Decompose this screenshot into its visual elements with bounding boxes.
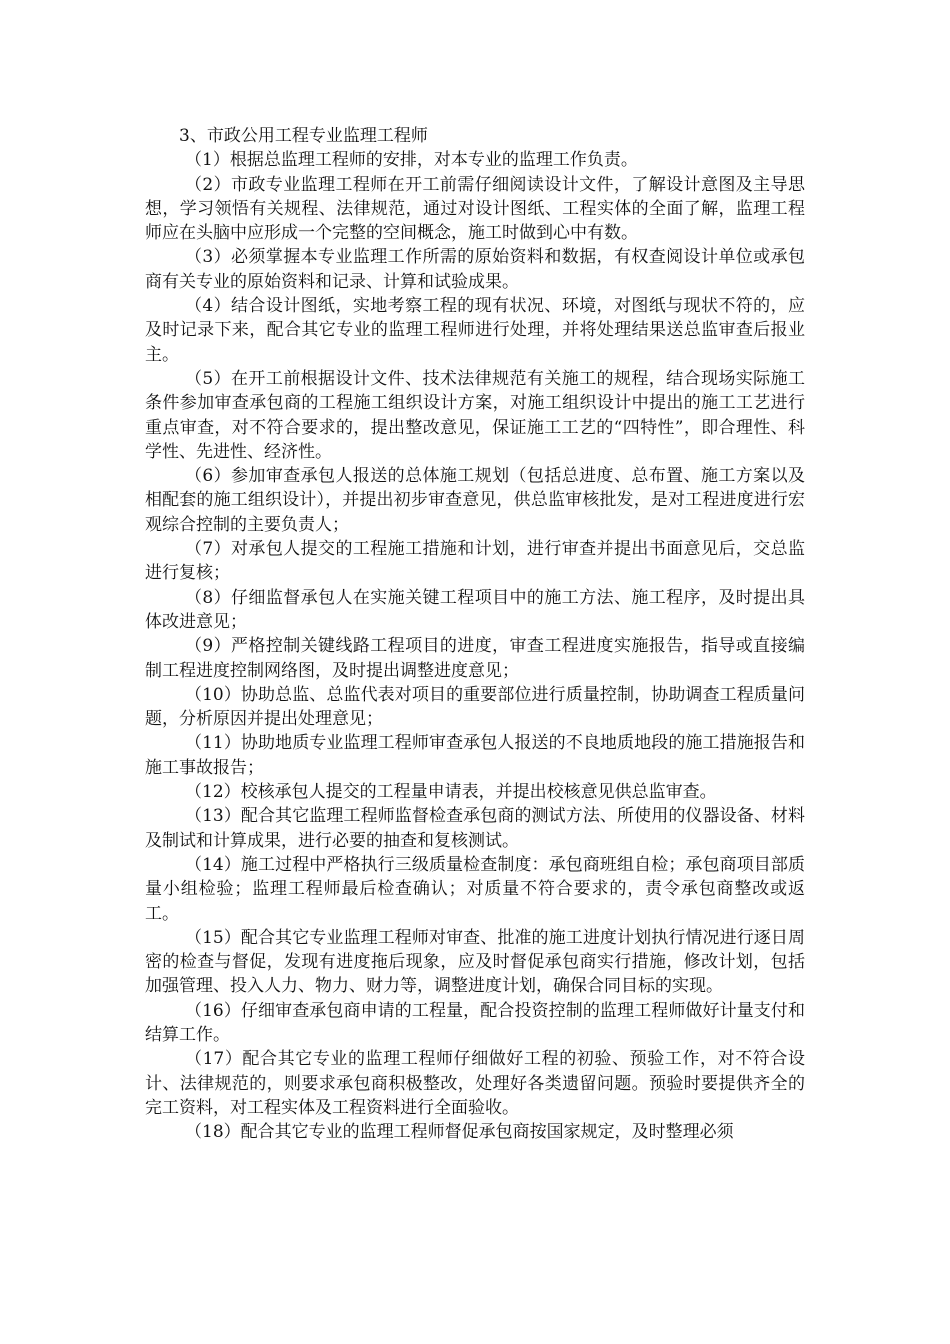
paragraph-7: （7）对承包人提交的工程施工措施和计划，进行审查并提出书面意见后，交总监进行复核； <box>145 539 805 584</box>
paragraph-11: （11）协助地质专业监理工程师审查承包人报送的不良地质地段的施工措施报告和施工事故报告； <box>145 733 805 778</box>
paragraph-13: （13）配合其它监理工程师监督检查承包商的测试方法、所使用的仪器设备、材料及制试和计算成果，进行必要的抽查和复核测试。 <box>145 806 805 851</box>
paragraph-16: （16）仔细审查承包商申请的工程量，配合投资控制的监理工程师做好计量支付和结算工作。 <box>145 1000 805 1045</box>
paragraph-10: （10）协助总监、总监代表对项目的重要部位进行质量控制，协助调查工程质量问题，分析原因并提出处理意见； <box>145 684 805 730</box>
paragraph-3: （3）必须掌握本专业监理工作所需的原始资料和数据，有权查阅设计单位或承包商有关专业的原始资料和记录、计算和试验成果。 <box>145 247 805 292</box>
paragraph-9: （9）严格控制关键线路工程项目的进度，审查工程进度实施报告，指导或直接编制工程进度控制网络图，及时提出调整进度意见； <box>145 636 805 681</box>
paragraph-14: （14）施工过程中严格执行三级质量检查制度：承包商班组自检；承包商项目部质量小组检验；监理工程师最后检查确认；对质量不符合要求的，责令承包商整改或返工。 <box>145 854 805 924</box>
paragraph-15: （15）配合其它专业监理工程师对审查、批准的施工进度计划执行情况进行逐日周密的检查与督促，发现有进度拖后现象，应及时督促承包商实行措施，修改计划，包括加强管理、投入人力、物力、财力等，调整进度计划，确保合同目标的实现。 <box>145 927 805 997</box>
paragraph-12: （12）校核承包人提交的工程量申请表，并提出校核意见供总监审查。 <box>185 782 717 803</box>
section-heading: 3、市政公用工程专业监理工程师 <box>179 126 428 146</box>
paragraph-18: （18）配合其它专业的监理工程师督促承包商按国家规定，及时整理必须 <box>185 1122 734 1143</box>
paragraph-1: （1）根据总监理工程师的安排，对本专业的监理工作负责。 <box>185 150 638 171</box>
document-page <box>145 124 805 1144</box>
paragraph-8: （8）仔细监督承包人在实施关键工程项目中的施工方法、施工程序，及时提出具体改进意见； <box>145 587 805 632</box>
paragraph-2: （2）市政专业监理工程师在开工前需仔细阅读设计文件，了解设计意图及主导思想，学习领悟有关规程、法律规范，通过对设计图纸、工程实体的全面了解，监理工程师应在头脑中应形成一个完整的空间概念，施工时做到心中有数。 <box>145 174 805 244</box>
paragraph-17: （17）配合其它专业的监理工程师仔细做好工程的初验、预验工作，对不符合设计、法律规范的，则要求承包商积极整改，处理好各类遗留问题。预验时要提供齐全的完工资料，对工程实体及工程资料进行全面验收。 <box>145 1049 805 1118</box>
paragraph-5: （5）在开工前根据设计文件、技术法律规范有关施工的规程，结合现场实际施工条件参加审查承包商的工程施工组织设计方案，对施工组织设计中提出的施工工艺进行重点审查，对不符合要求的，提出整改意见，保证施工工艺的“四特性”，即合理性、科学性、先进性、经济性。 <box>145 368 805 462</box>
paragraph-4: （4）结合设计图纸，实地考察工程的现有状况、环境，对图纸与现状不符的，应及时记录下来，配合其它专业的监理工程师进行处理，并将处理结果送总监审查后报业主。 <box>145 296 805 365</box>
paragraph-6: （6）参加审查承包人报送的总体施工规划（包括总进度、总布置、施工方案以及相配套的施工组织设计），并提出初步审查意见，供总监审核批发，是对工程进度进行宏观综合控制的主要负责人； <box>145 466 805 535</box>
